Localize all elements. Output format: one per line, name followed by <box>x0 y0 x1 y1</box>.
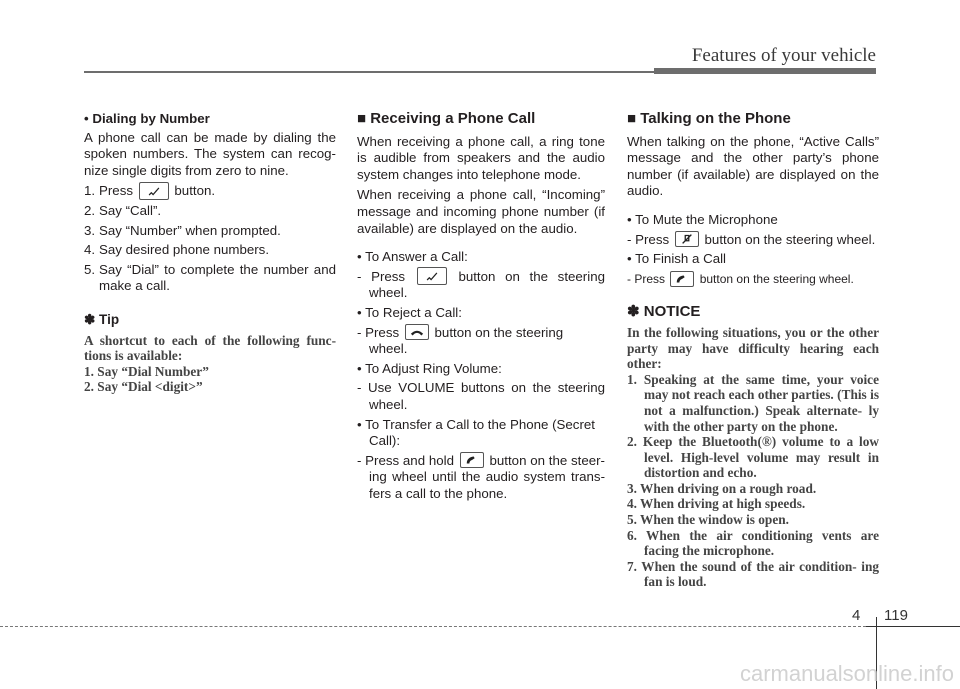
receiving-para-2: When receiving a phone call, “Incoming” message and incoming phone number (if available) are displayed on the audio. <box>357 187 605 236</box>
microphone-mute-button-icon <box>675 231 699 247</box>
tip-title: ✽ Tip <box>84 311 120 327</box>
dash-answer <box>357 269 605 302</box>
step-text-pre: Press <box>99 183 133 199</box>
bullet-finish: • To Finish a Call <box>627 251 727 267</box>
section-heading-receiving: ■ Receiving a Phone Call <box>357 110 536 127</box>
section-heading-dialing: • Dialing by Number <box>84 111 210 126</box>
step-text-post: button. <box>174 183 216 199</box>
notice-item: 5. When the window is open. <box>627 512 789 528</box>
header-title: Features of your vehicle <box>691 45 876 66</box>
dash-text-pre: - Press <box>627 271 666 286</box>
step-text: Say “Call”. <box>99 202 162 218</box>
phone-hangup-button-icon <box>405 324 429 340</box>
dash-text-post: button on the steering wheel. <box>369 268 605 301</box>
dash-text-pre: - Press <box>357 268 406 284</box>
column-talking-on-phone <box>627 111 879 590</box>
notice-item: 6. When the air conditioning vents are facing the microphone. <box>627 527 879 559</box>
step-text: Say desired phone numbers. <box>99 242 270 258</box>
dash-text-post: button on the steer- ing wheel until the audio system trans- fers a call to the phone. <box>369 452 605 501</box>
header-rule <box>84 71 654 73</box>
phone-hangup-button-icon <box>670 271 694 287</box>
notice-item: 7. When the sound of the air condition- ing fan is loud. <box>627 558 879 590</box>
notice-item: 3. When driving on a rough road. <box>627 480 817 496</box>
notice-body <box>627 325 879 590</box>
tip-body <box>84 333 336 395</box>
section-heading-talking: ■ Talking on the Phone <box>627 110 791 127</box>
step-4 <box>84 242 336 259</box>
step-number: 4. <box>84 242 96 258</box>
column-dialing-by-number <box>84 111 336 395</box>
dash-volume: - Use VOLUME buttons on the steering wheel. <box>357 380 605 412</box>
bullet-mute: • To Mute the Microphone <box>627 211 778 227</box>
dash-text-post: button on the steering wheel. <box>704 231 876 247</box>
step-1 <box>84 183 336 200</box>
tip-line: 1. Say “Dial Number” <box>84 363 209 379</box>
dash-text-post: button on the steering wheel. <box>699 271 854 286</box>
footer-rule <box>866 626 960 627</box>
receiving-para-1: When receiving a phone call, a ring tone is audible from speakers and the audio system changes into telephone mode. <box>357 133 605 182</box>
dash-text-pre: - Press and hold <box>357 452 454 468</box>
step-2 <box>84 203 336 220</box>
tip-line: 2. Say “Dial <digit>” <box>84 379 203 395</box>
dash-text-pre: - Press <box>357 324 400 340</box>
bullet-volume: • To Adjust Ring Volume: <box>357 360 502 376</box>
step-text: Say “Dial” to complete the number and make a call. <box>99 261 336 294</box>
step-3 <box>84 223 336 240</box>
watermark: carmanualsonline.info <box>739 661 954 686</box>
talking-para-1: When talking on the phone, “Active Calls” message and the other party’s phone number (if available) are displayed on the audio. <box>627 133 879 199</box>
dash-text-post: button on the steering wheel. <box>369 324 564 357</box>
dialing-intro: A phone call can be made by dialing the spoken numbers. The system can recog- nize single digits from zero to nine. <box>84 129 336 178</box>
header-rule-accent <box>654 68 876 74</box>
dash-text-pre: - Press <box>627 231 670 247</box>
dash-mute <box>627 232 879 249</box>
footer-divider <box>0 626 866 627</box>
page-number: 119 <box>884 607 908 624</box>
phone-call-button-icon <box>417 267 447 285</box>
bullet-transfer: • To Transfer a Call to the Phone (Secret Call): <box>357 416 595 449</box>
bullet-answer: • To Answer a Call: <box>357 249 468 265</box>
step-5 <box>84 262 336 295</box>
phone-hangup-button-icon <box>460 452 484 468</box>
notice-title: ✽ NOTICE <box>627 303 701 321</box>
step-number: 2. <box>84 202 96 218</box>
chapter-number: 4 <box>852 607 861 624</box>
phone-call-button-icon <box>139 182 169 200</box>
dash-reject <box>357 325 605 358</box>
step-text: Say “Number” when prompted. <box>99 222 281 238</box>
step-number: 1. <box>84 183 96 199</box>
notice-item: 2. Keep the Bluetooth(®) volume to a low level. High-level volume may result in distortion and echo. <box>627 434 879 481</box>
step-number: 3. <box>84 222 96 238</box>
tip-line: A shortcut to each of the following func- tions is available: <box>84 332 336 364</box>
bullet-reject: • To Reject a Call: <box>357 304 462 320</box>
notice-item: 1. Speaking at the same time, your voice may not reach each other parties. (This is not a malfunction.) Speak alternate- ly with the other party on the phone. <box>627 371 879 434</box>
column-receiving-call <box>357 111 605 505</box>
notice-item: 4. When driving at high speeds. <box>627 496 806 512</box>
dash-finish <box>627 271 879 288</box>
step-number: 5. <box>84 261 96 277</box>
notice-intro: In the following situations, you or the other party may have difficulty hearing each other: <box>627 324 879 372</box>
dash-transfer <box>357 453 605 503</box>
